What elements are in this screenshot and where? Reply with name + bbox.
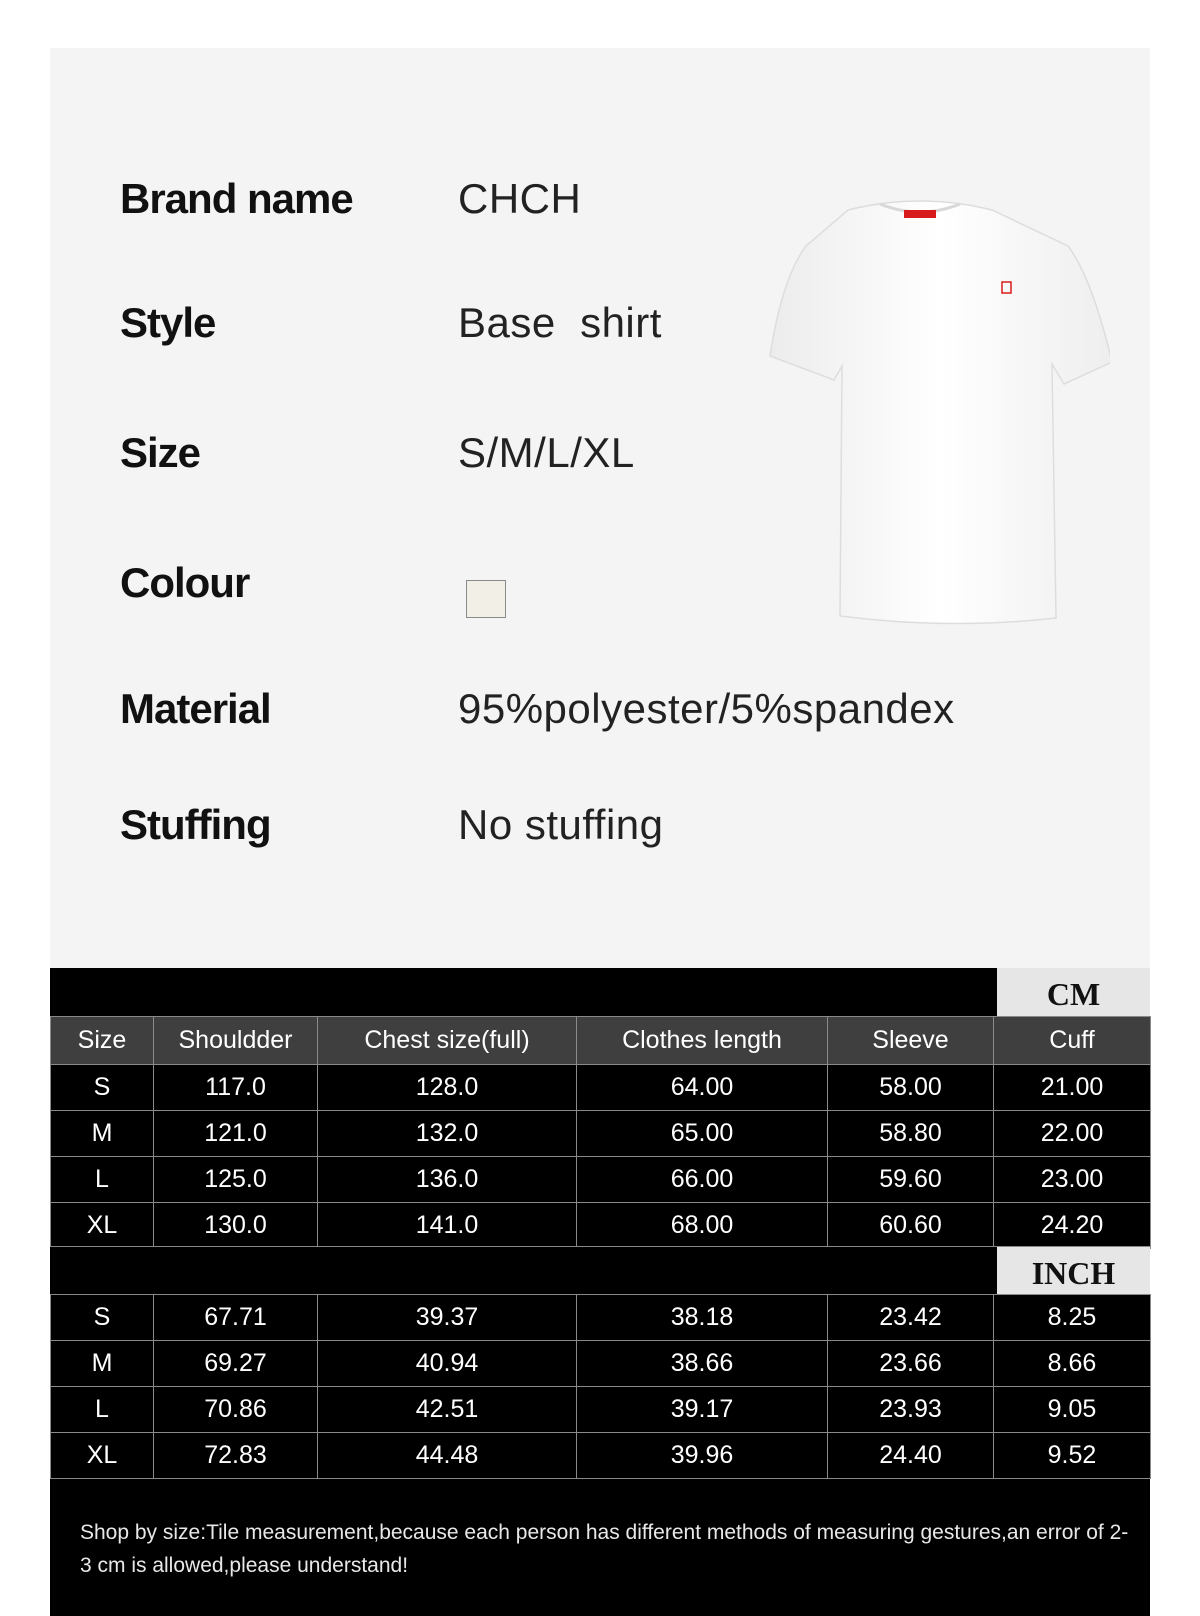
table-cell: 58.00: [828, 1065, 994, 1111]
spec-value-brand: CHCH: [458, 175, 582, 222]
table-row: [51, 1157, 1151, 1203]
table-cell: 21.00: [994, 1065, 1151, 1111]
table-cell: 117.0: [154, 1065, 318, 1111]
table-row: [51, 1203, 1151, 1249]
table-cell: L: [51, 1157, 154, 1203]
table-cell: 72.83: [154, 1433, 318, 1479]
table-cell: 22.00: [994, 1111, 1151, 1157]
spec-value-material: 95%polyester/5%spandex: [458, 685, 955, 732]
table-cell: 38.18: [577, 1295, 828, 1341]
inch-size-table: [50, 1294, 1151, 1479]
table-cell: 58.80: [828, 1111, 994, 1157]
spec-label-size: Size: [120, 429, 201, 476]
table-cell: 39.17: [577, 1387, 828, 1433]
table-header-row: [51, 1017, 1151, 1065]
inch-unit-badge: INCH: [997, 1247, 1150, 1295]
colour-swatch[interactable]: [466, 580, 506, 618]
cm-size-table: [50, 1016, 1151, 1249]
table-cell: 130.0: [154, 1203, 318, 1249]
table-cell: 60.60: [828, 1203, 994, 1249]
header-sleeve: Sleeve: [828, 1017, 994, 1065]
table-cell: 23.42: [828, 1295, 994, 1341]
measurement-note: Shop by size:Tile measurement,because each person has different methods of measuring gestures,an error of 2-3 cm is allowed,please understand!: [80, 1521, 1129, 1577]
table-row: [51, 1065, 1151, 1111]
table-cell: XL: [51, 1203, 154, 1249]
table-cell: 65.00: [577, 1111, 828, 1157]
table-cell: 67.71: [154, 1295, 318, 1341]
table-row: [51, 1111, 1151, 1157]
header-size: Size: [51, 1017, 154, 1065]
table-cell: 9.52: [994, 1433, 1151, 1479]
header-chest: Chest size(full): [318, 1017, 577, 1065]
cm-unit-badge: CM: [997, 968, 1150, 1016]
table-cell: L: [51, 1387, 154, 1433]
table-cell: 44.48: [318, 1433, 577, 1479]
table-cell: S: [51, 1065, 154, 1111]
table-cell: M: [51, 1341, 154, 1387]
spec-label-material: Material: [120, 685, 271, 732]
table-cell: 39.96: [577, 1433, 828, 1479]
table-cell: 125.0: [154, 1157, 318, 1203]
table-cell: 69.27: [154, 1341, 318, 1387]
spec-label-style: Style: [120, 299, 216, 346]
table-cell: 38.66: [577, 1341, 828, 1387]
size-chart: [50, 968, 1150, 1616]
spec-value-stuffing: No stuffing: [458, 801, 664, 848]
table-cell: 8.25: [994, 1295, 1151, 1341]
table-cell: 8.66: [994, 1341, 1151, 1387]
table-cell: 24.40: [828, 1433, 994, 1479]
table-cell: XL: [51, 1433, 154, 1479]
product-spec-card: [50, 48, 1150, 968]
red-neck-tag-icon: [904, 210, 936, 218]
table-cell: 23.93: [828, 1387, 994, 1433]
header-length: Clothes length: [577, 1017, 828, 1065]
white-tshirt-icon: [730, 148, 1110, 638]
table-cell: 70.86: [154, 1387, 318, 1433]
table-row: [51, 1295, 1151, 1341]
table-cell: 9.05: [994, 1387, 1151, 1433]
spec-label-brand: Brand name: [120, 175, 353, 222]
table-cell: 23.00: [994, 1157, 1151, 1203]
spec-label-colour: Colour: [120, 559, 250, 606]
spec-label-stuffing: Stuffing: [120, 801, 271, 848]
table-row: [51, 1341, 1151, 1387]
table-cell: 68.00: [577, 1203, 828, 1249]
table-row: [51, 1433, 1151, 1479]
table-cell: 66.00: [577, 1157, 828, 1203]
table-cell: 64.00: [577, 1065, 828, 1111]
table-row: [51, 1387, 1151, 1433]
table-cell: 42.51: [318, 1387, 577, 1433]
inch-unit-row: [50, 1246, 1150, 1295]
table-cell: 136.0: [318, 1157, 577, 1203]
table-cell: 40.94: [318, 1341, 577, 1387]
table-cell: 23.66: [828, 1341, 994, 1387]
header-cuff: Cuff: [994, 1017, 1151, 1065]
table-cell: 132.0: [318, 1111, 577, 1157]
table-cell: 121.0: [154, 1111, 318, 1157]
table-cell: 24.20: [994, 1203, 1151, 1249]
spec-value-style: Base shirt: [458, 299, 662, 346]
table-cell: 39.37: [318, 1295, 577, 1341]
spec-value-size: S/M/L/XL: [458, 429, 635, 476]
table-cell: 59.60: [828, 1157, 994, 1203]
header-shoulder: Shouldder: [154, 1017, 318, 1065]
table-cell: 128.0: [318, 1065, 577, 1111]
cm-unit-row: [50, 968, 1150, 1016]
table-cell: M: [51, 1111, 154, 1157]
table-cell: 141.0: [318, 1203, 577, 1249]
table-cell: S: [51, 1295, 154, 1341]
